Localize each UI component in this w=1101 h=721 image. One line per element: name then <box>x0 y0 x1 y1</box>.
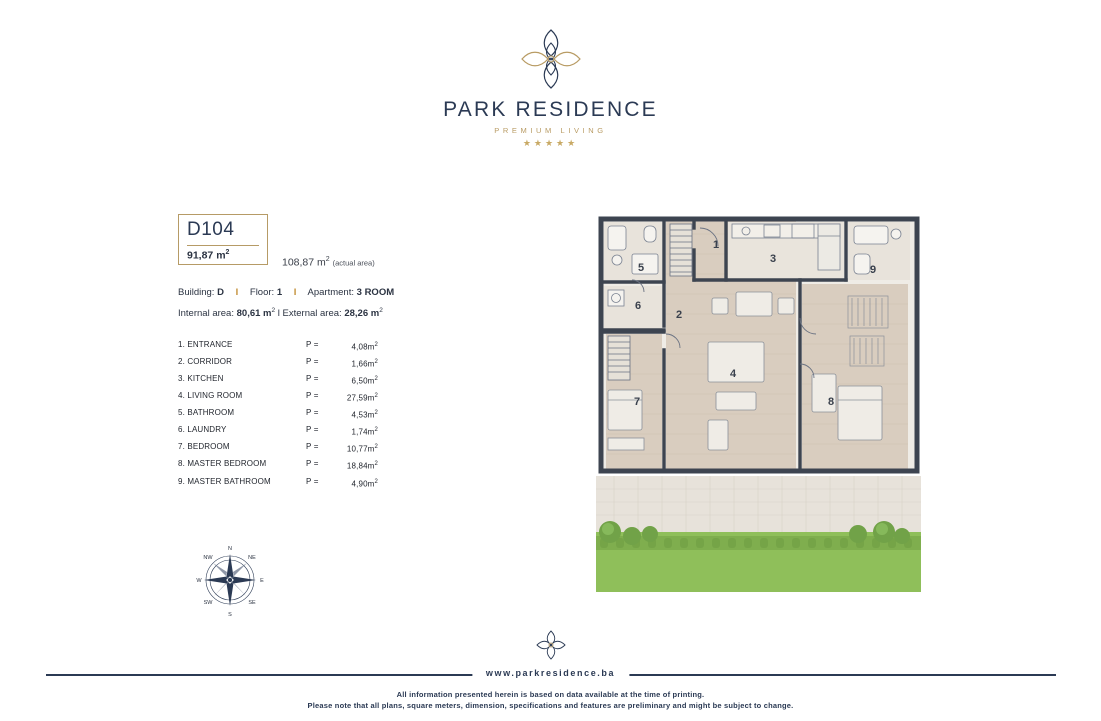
brand-tagline: PREMIUM LIVING <box>494 126 607 135</box>
internal-area-label: Internal area: <box>178 308 234 320</box>
room-name: 9. MASTER BATHROOM <box>178 476 271 486</box>
unit-box-divider <box>187 245 259 246</box>
building-label: Building: <box>178 287 215 299</box>
actual-area <box>282 256 375 269</box>
compass-label-w: W <box>196 578 202 584</box>
brand-name: PARK RESIDENCE <box>443 98 658 121</box>
plan-label-8: 8 <box>827 396 835 408</box>
room-area <box>324 389 378 406</box>
room-legend <box>178 338 478 492</box>
list-item <box>178 475 478 492</box>
unit-code: D104 <box>187 219 235 240</box>
room-name: 1. ENTRANCE <box>178 340 233 349</box>
meta-line-building <box>178 287 508 298</box>
footer-disclaimer-line1: All information presented herein is based on data available at the time of printing. <box>396 690 705 699</box>
website-url[interactable]: www.parkresidence.ba <box>472 668 629 678</box>
plan-label-2: 2 <box>675 309 683 321</box>
building-value: D <box>217 287 224 299</box>
room-area-value: 1,66m <box>351 359 375 369</box>
room-name: 3. KITCHEN <box>178 374 224 384</box>
list-item <box>178 372 478 389</box>
room-name: 6. LAUNDRY <box>178 425 227 435</box>
compass-label-sw: SW <box>203 600 213 606</box>
room-name: 4. LIVING ROOM <box>178 391 243 401</box>
footer-disclaimer <box>0 689 1101 711</box>
room-area-sup: 2 <box>374 461 378 468</box>
room-eq: P = <box>306 476 319 486</box>
compass-label-n: N <box>228 546 232 552</box>
room-eq: P = <box>306 340 319 349</box>
plan-label-6: 6 <box>634 300 642 312</box>
room-eq: P = <box>306 459 319 469</box>
page-footer <box>0 628 1101 711</box>
room-area <box>324 406 378 423</box>
actual-area-value: 108,87 m <box>282 256 326 269</box>
room-area-value: 1,74m <box>351 427 375 437</box>
compass-label-ne: NE <box>248 555 256 561</box>
actual-area-note: (actual area) <box>332 258 375 268</box>
list-item <box>178 406 478 423</box>
room-area <box>324 457 378 474</box>
unit-info-panel <box>178 214 508 320</box>
plan-stairs-main <box>670 224 692 276</box>
floor-label: Floor: <box>249 287 275 299</box>
unit-area-sup: 2 <box>225 248 230 256</box>
unit-area-value: 91,87 m <box>187 249 226 262</box>
room-area-value: 18,84m <box>346 462 375 472</box>
room-area-sup: 2 <box>374 393 378 400</box>
room-area-sup: 2 <box>374 410 378 417</box>
room-area-sup: 2 <box>374 478 378 485</box>
room-area-sup: 2 <box>374 444 378 451</box>
plan-label-9: 9 <box>869 264 877 276</box>
room-area-sup: 2 <box>374 359 378 366</box>
room-eq: P = <box>306 425 319 435</box>
list-item <box>178 355 478 372</box>
room-area-sup: 2 <box>374 427 378 434</box>
apartment-label: Apartment: <box>307 287 354 299</box>
compass-label-nw: NW <box>203 555 213 561</box>
unit-code-box <box>178 214 268 265</box>
room-area-value: 10,77m <box>346 445 375 455</box>
compass-label-se: SE <box>248 600 256 606</box>
room-name: 2. CORRIDOR <box>178 357 233 367</box>
list-item <box>178 457 478 474</box>
room-eq: P = <box>306 374 319 384</box>
room-eq: P = <box>306 408 319 418</box>
floor-plan <box>596 214 926 592</box>
quatrefoil-ornament-icon <box>534 628 568 662</box>
room-area-value: 27,59m <box>346 393 375 403</box>
room-area <box>324 440 378 457</box>
meta-separator-1: l <box>235 287 239 299</box>
room-eq: P = <box>306 357 319 367</box>
room-area-value: 4,53m <box>351 410 375 420</box>
compass-rose-icon <box>182 528 278 624</box>
compass-label-e: E <box>260 578 264 584</box>
floor-value: 1 <box>276 287 283 299</box>
room-area-value: 4,08m <box>351 342 375 352</box>
meta-line-areas <box>178 307 508 319</box>
room-area-sup: 2 <box>374 342 378 348</box>
internal-area-value: 80,61 m <box>236 308 272 320</box>
room-eq: P = <box>306 391 319 401</box>
plan-terrace <box>596 476 921 532</box>
brand-header <box>0 26 1101 149</box>
room-area-value: 4,90m <box>351 479 375 489</box>
meta-separator-2: l <box>293 287 297 299</box>
room-eq: P = <box>306 442 319 452</box>
plan-label-1: 1 <box>712 239 720 251</box>
list-item <box>178 389 478 406</box>
room-area <box>324 355 378 372</box>
compass-label-s: S <box>228 612 232 618</box>
external-area-label: External area: <box>282 308 342 320</box>
plan-label-3: 3 <box>769 253 777 265</box>
list-item <box>178 423 478 440</box>
room-area <box>324 423 378 440</box>
external-area-sup: 2 <box>379 307 383 315</box>
room-area-value: 6,50m <box>351 376 375 386</box>
actual-area-sup: 2 <box>325 256 330 263</box>
room-name: 8. MASTER BEDROOM <box>178 459 267 469</box>
plan-fixtures-laundry <box>608 290 624 306</box>
plan-label-7: 7 <box>633 396 641 408</box>
room-area <box>324 475 378 492</box>
room-area-sup: 2 <box>374 376 378 383</box>
unit-area <box>187 249 259 262</box>
footer-disclaimer-line2: Please note that all plans, square meters, dimension, specifications and features are preliminary and might be subject to change. <box>307 701 794 710</box>
plan-label-4: 4 <box>729 368 737 380</box>
quatrefoil-ornament-icon <box>514 26 588 92</box>
meta-separator-3: l <box>277 308 280 320</box>
list-item <box>178 440 478 457</box>
room-name: 5. BATHROOM <box>178 408 235 418</box>
list-item <box>178 338 478 355</box>
external-area-value: 28,26 m <box>344 308 380 320</box>
internal-area-sup: 2 <box>271 307 276 315</box>
plan-label-5: 5 <box>637 262 645 274</box>
room-area <box>324 372 378 389</box>
plan-stairs-secondary <box>608 336 630 380</box>
room-area <box>324 338 378 355</box>
room-name: 7. BEDROOM <box>178 442 230 452</box>
brand-stars: ★★★★★ <box>522 138 579 148</box>
footer-rule-wrap <box>46 668 1056 682</box>
apartment-value: 3 ROOM <box>356 287 395 299</box>
